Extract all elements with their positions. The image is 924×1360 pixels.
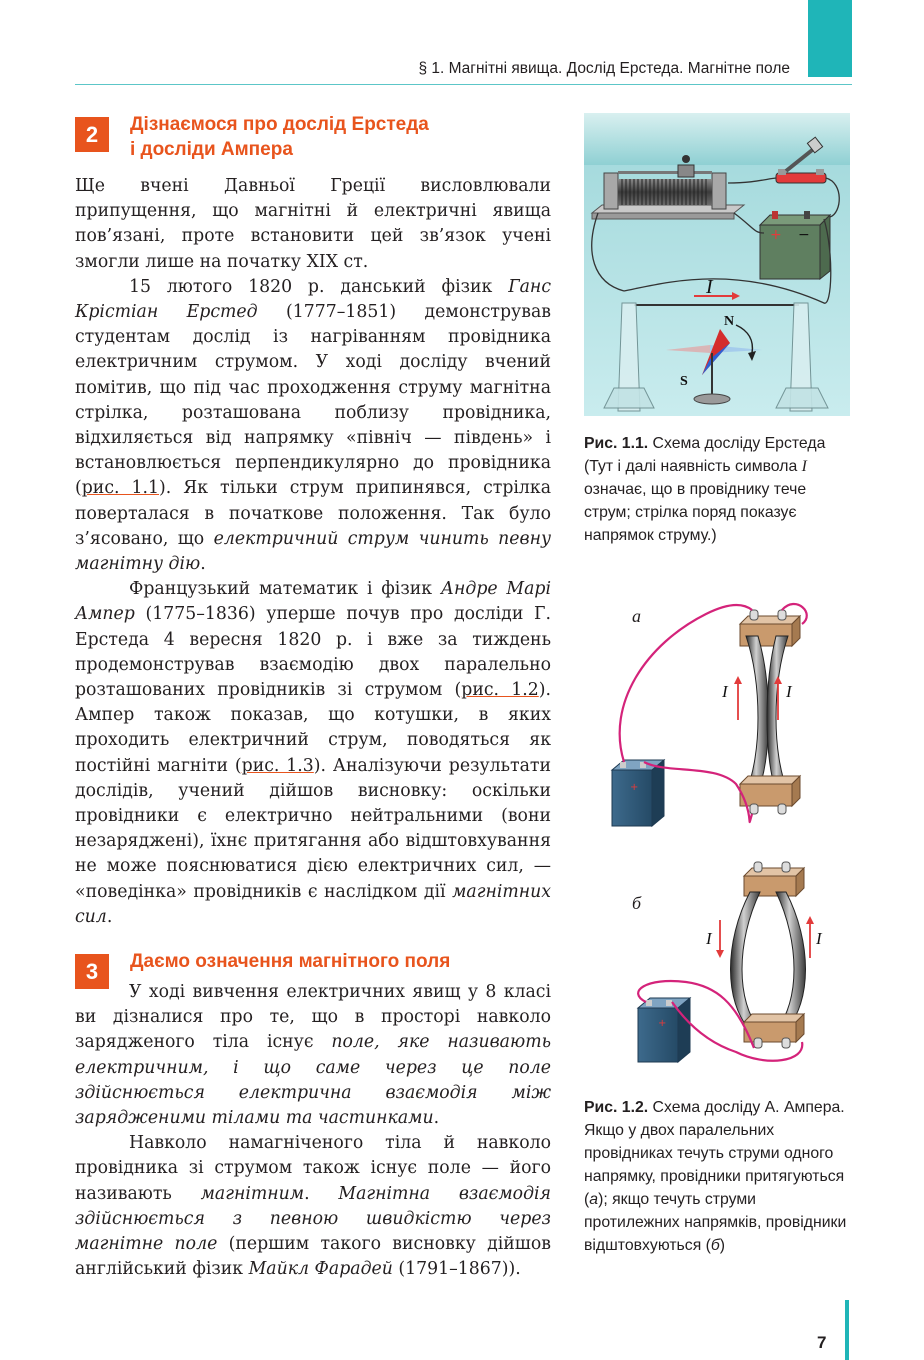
- figure-reference-link[interactable]: рис. 1.3: [241, 755, 314, 776]
- italic-emphasis: електричний струм чинить певну магнітну дію: [75, 528, 551, 575]
- paragraph: [75, 1131, 551, 1282]
- paragraph: Ще вчені Давньої Греції висловлювали припущення, що магнітні й електричні явища пов’язані, проте встановити цей зв’язок учені змогли лише на початку XIX ст.: [75, 176, 551, 272]
- caption-text: ): [719, 1237, 726, 1254]
- current-label: I: [786, 682, 792, 701]
- section-3-body: [75, 980, 551, 1282]
- section-title-line: і досліди Ампера: [130, 139, 293, 160]
- caption-text: означає, що в провіднику тече струм; стрілка поряд показує напрямок струму.): [584, 481, 807, 544]
- current-arrow-left: [734, 676, 742, 720]
- caption-text: Схема досліду А. Ампера. Якщо у двох паралельних провідниках течуть струми одного напрямку, провідники притягуються (: [584, 1099, 845, 1208]
- caption-label: Рис. 1.1.: [584, 435, 649, 452]
- conductor-right: [776, 892, 806, 1030]
- caption-text: ); якщо течуть струми протилежних напрямків, провідники відштовхуються (: [584, 1191, 847, 1254]
- text-run: .: [433, 1108, 440, 1129]
- section-number-badge: 2: [75, 117, 109, 152]
- italic-emphasis: магнітним: [200, 1183, 305, 1204]
- figure-reference-link[interactable]: рис. 1.2: [461, 680, 539, 701]
- caption-text: Схема досліду Ерстеда (Тут і далі наявність символа: [584, 435, 826, 475]
- current-label: I: [816, 929, 822, 948]
- paragraph: [75, 577, 551, 930]
- text-run: .: [200, 554, 206, 575]
- battery: [612, 760, 664, 826]
- person-name: Майкл Фарадей: [248, 1259, 393, 1280]
- figure-reference-link[interactable]: рис. 1.1: [81, 478, 159, 499]
- current-arrow-left: [716, 920, 724, 958]
- conductor-left: [746, 636, 769, 792]
- text-run: 15 лютого 1820 р. данський фізик: [129, 276, 509, 297]
- south-label: S: [680, 374, 688, 389]
- text-run: ). Ампер також показав, що котушки, в яких проходить електричний струм, поводяться як постійні магніти (: [75, 680, 551, 776]
- italic-emphasis: поле, яке називають електричним, і що саме через це поле здійснюється електрична взаємодія між зарядженими тілами та частинками: [75, 1032, 551, 1129]
- battery-plus: +: [770, 227, 782, 243]
- text-run: Французький математик і фізик: [129, 579, 441, 600]
- battery: [760, 211, 830, 279]
- section-title: [130, 112, 550, 162]
- text-run: (1775–1836) уперше почув про досліди Г. Ерстеда 4 вересня 1820 р. і вже за тиждень продемонстрував взаємодію двох паралельно розташованих провідників зі струмом (: [75, 604, 551, 701]
- text-run: У ході вивчення електричних явищ у 8 класі ви дізналися про те, що в просторі навколо зарядженого тіла існує: [75, 982, 551, 1053]
- battery: [638, 998, 690, 1062]
- figure-part-letter-a: а: [632, 606, 641, 626]
- text-run: (1777–1851) демонстрував студентам дослід із нагріванням провідника електричним струмом. У ході досліду вчений помітив, що під час проходження струму магнітна стрілка, розташована поблизу провідника, відхиляється від напрямку «північ — південь» і встановлюється перпендикулярно до провідника (: [75, 302, 551, 499]
- current-arrow-right: [806, 916, 814, 958]
- current-label: I: [706, 276, 713, 298]
- text-run: (першим такого висновку дійшов англійський фізик: [75, 1234, 551, 1280]
- section-number-badge: 3: [75, 954, 109, 989]
- caption-letter: а: [589, 1191, 599, 1208]
- figure-1-2-caption: [584, 1096, 850, 1257]
- page-number: 7: [817, 1333, 827, 1352]
- north-label: N: [724, 314, 735, 329]
- text-run: .: [304, 1183, 339, 1204]
- conductor-left: [731, 892, 761, 1030]
- section-title: Даємо означення магнітного поля: [130, 951, 451, 972]
- ampere-repulsion-illustration: [606, 852, 832, 1072]
- running-header: § 1. Магнітні явища. Дослід Ерстеда. Магнітне поле: [418, 60, 790, 77]
- text-run: .: [106, 906, 113, 927]
- caption-letter: б: [710, 1237, 720, 1254]
- text-run: (1791–1867)).: [392, 1259, 521, 1280]
- corner-tab: [808, 0, 852, 77]
- page-edge-bar: [845, 1300, 849, 1360]
- header-rule: [75, 84, 852, 85]
- wood-block-bottom: [740, 776, 800, 814]
- paragraph: [75, 275, 551, 577]
- figure-part-letter-b: б: [632, 893, 642, 913]
- current-label: I: [722, 682, 728, 701]
- section-2-body: [75, 174, 551, 930]
- italic-emphasis: магнітних сил: [75, 881, 551, 927]
- text-run: ). Аналізуючи результати дослідів, учений дійшов висновку: оскільки провідники є електрично нейтральними (вони незаряджені), їхнє притягання або відштовхування не може пояснюватися дією електричних сил, — «поведінка» провідників є наслідком дії: [75, 755, 551, 902]
- current-label: I: [706, 929, 712, 948]
- italic-emphasis: Магнітна взаємодія здійснюється з певною швидкістю через магнітне поле: [75, 1183, 551, 1255]
- caption-symbol: I: [801, 458, 807, 475]
- table-top: [584, 113, 850, 165]
- oersted-experiment-illustration: [584, 113, 850, 416]
- wood-block-top: [744, 862, 804, 896]
- text-run: ). Як тільки струм припинявся, стрілка поверталася в початкове положення. Так було з’ясовано, що: [75, 478, 551, 549]
- section-title-line: Дізнаємося про дослід Ерстеда: [130, 114, 429, 135]
- battery-minus: −: [798, 227, 810, 243]
- svg-text:+: +: [658, 1018, 667, 1029]
- caption-label: Рис. 1.2.: [584, 1099, 649, 1116]
- person-name: Ганс Крістіан Ерстед: [75, 276, 551, 323]
- paragraph: [75, 980, 551, 1131]
- text-run: Навколо намагніченого тіла й навколо провідника зі струмом також існує поле — його називають: [75, 1133, 551, 1204]
- figure-1-1-caption: [584, 432, 854, 547]
- ampere-attraction-illustration: [606, 584, 832, 840]
- person-name: Андре Марі Ампер: [75, 579, 551, 625]
- svg-text:+: +: [630, 782, 639, 793]
